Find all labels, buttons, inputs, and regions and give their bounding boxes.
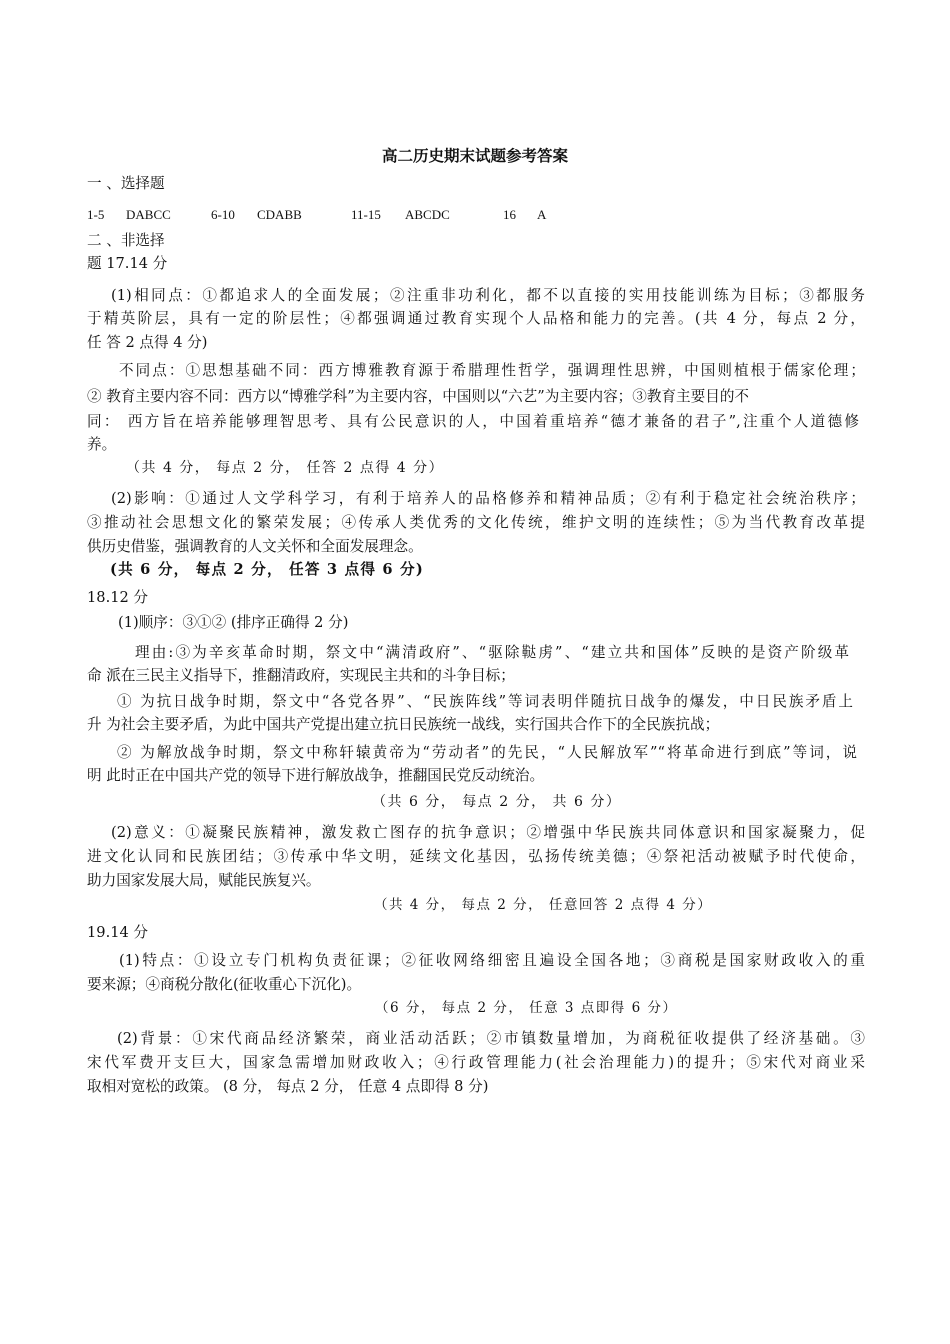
mc-group-2-label: 6-10: [211, 207, 235, 222]
section-non-choice-heading: 二 、非选择: [87, 232, 165, 249]
mc-group-2-answers: CDABB: [257, 207, 302, 222]
q18-reason-3-line-1: ② 为解放战争时期，祭文中称轩辕黄帝为“劳动者”的先民，“人民解放军”“将革命进行到底”等词，说: [117, 744, 857, 761]
page-title: 高二历史期末试题参考答案: [381, 147, 568, 165]
q18-reason-3-line-2: 明 此时正在中国共产党的领导下进行解放战争，推翻国民党反动统治。: [87, 767, 545, 784]
question-17-heading: 题 17.14 分: [87, 255, 168, 272]
q19-background-line-1: (2)背景：①宋代商品经济繁荣，商业活动活跃；②市镇数量增加，为商税征收提供了经济基础。③: [117, 1030, 865, 1047]
q18-reason-1-line-1: 理由:③为辛亥革命时期，祭文中“满清政府”、“驱除鞑虏”、“建立共和国体”反映的是资产阶级革: [135, 644, 849, 661]
q18-reason-2-line-2: 升 为社会主要矛盾，为此中国共产党提出建立抗日民族统一战线，实行国共合作下的全民族抗战；: [87, 716, 720, 733]
mc-group-1-answers: DABCC: [126, 207, 171, 222]
q19-background-line-2: 宋代军费开支巨大，国家急需增加财政收入；④行政管理能力(社会治理能力)的提升；⑤宋代对商业采: [87, 1054, 865, 1071]
q17-differences-line-3: 同： 西方旨在培养能够理智思考、具有公民意识的人，中国着重培养“德才兼备的君子”,注重个人道德修: [87, 413, 859, 430]
q17-part1-score-note: （共 4 分， 每点 2 分， 任答 2 点得 4 分）: [126, 460, 445, 476]
q18-significance-line-2: 进文化认同和民族团结；③传承中华文明，延续文化基因，弘扬传统美德；④祭祀活动被赋予时代使命，: [87, 848, 865, 865]
q18-part2-score-note: （共 4 分， 每点 2 分， 任意回答 2 点得 4 分）: [374, 897, 713, 913]
q19-part1-score-note: （6 分， 每点 2 分， 任意 3 点即得 6 分）: [375, 1000, 678, 1016]
mc-group-1-label: 1-5: [87, 207, 105, 222]
q17-differences-line-2: ② 教育主要内容不同：西方以“博雅学科”为主要内容，中国则以“六艺”为主要内容；③教育主要目的不: [87, 388, 750, 405]
q17-impact-line-1: (2)影响：①通过人文学科学习，有利于培养人的品格修养和精神品质；②有利于稳定社会统治秩序；: [111, 490, 865, 507]
q18-significance-line-1: (2)意义：①凝聚民族精神，激发救亡图存的抗争意识；②增强中华民族共同体意识和国家凝聚力，促: [111, 824, 865, 841]
q17-differences-line-1: 不同点：①思想基础不同：西方博雅教育源于希腊理性哲学，强调理性思辨，中国则植根于儒家伦理；: [119, 362, 865, 379]
mc-group-3-answers: ABCDC: [405, 207, 450, 222]
q18-reason-2-line-1: ① 为抗日战争时期，祭文中“各党各界”、“民族阵线”等词表明伴随抗日战争的爆发，中日民族矛盾上: [117, 693, 853, 710]
q17-similarities-line-2: 于精英阶层，具有一定的阶层性；④都强调通过教育实现个人品格和能力的完善。(共 4 分，每点 2 分，: [87, 310, 865, 327]
q17-similarities-line-3: 任 答 2 点得 4 分): [87, 334, 208, 351]
mc-group-4-label: 16: [503, 207, 516, 222]
q19-background-line-3: 取相对宽松的政策。 (8 分， 每点 2 分， 任意 4 点即得 8 分): [87, 1078, 489, 1095]
q19-features-line-1: (1)特点：①设立专门机构负责征课；②征收网络细密且遍设全国各地；③商税是国家财政收入的重: [119, 952, 865, 969]
q17-impact-line-2: ③推动社会思想文化的繁荣发展；④传承人类优秀的文化传统，维护文明的连续性；⑤为当代教育改革提: [87, 514, 865, 531]
mc-group-4-answers: A: [537, 207, 547, 222]
q18-order-line: (1)顺序：③①② (排序正确得 2 分): [118, 614, 349, 631]
q18-part1-score-note: （共 6 分， 每点 2 分， 共 6 分）: [372, 794, 622, 810]
question-19-heading: 19.14 分: [87, 924, 149, 941]
q18-significance-line-3: 助力国家发展大局，赋能民族复兴。: [87, 872, 321, 889]
q17-similarities-line-1: (1)相同点：①都追求人的全面发展；②注重非功利化，都不以直接的实用技能训练为目标；③都服务: [111, 287, 865, 304]
q17-impact-line-3: 供历史借鉴，强调教育的人文关怀和全面发展理念。: [87, 538, 423, 555]
q17-differences-line-4: 养。: [87, 436, 117, 453]
q17-part2-score-note: (共 6 分， 每点 2 分， 任答 3 点得 6 分): [110, 561, 424, 578]
mc-group-3-label: 11-15: [351, 207, 381, 222]
q18-reason-1-line-2: 命 派在三民主义指导下，推翻清政府，实现民主共和的斗争目标；: [87, 667, 515, 684]
q19-features-line-2: 要来源；④商税分散化(征收重心下沉化)。: [87, 976, 362, 993]
question-18-heading: 18.12 分: [87, 589, 149, 606]
section-multiple-choice-heading: 一 、选择题: [87, 175, 165, 192]
